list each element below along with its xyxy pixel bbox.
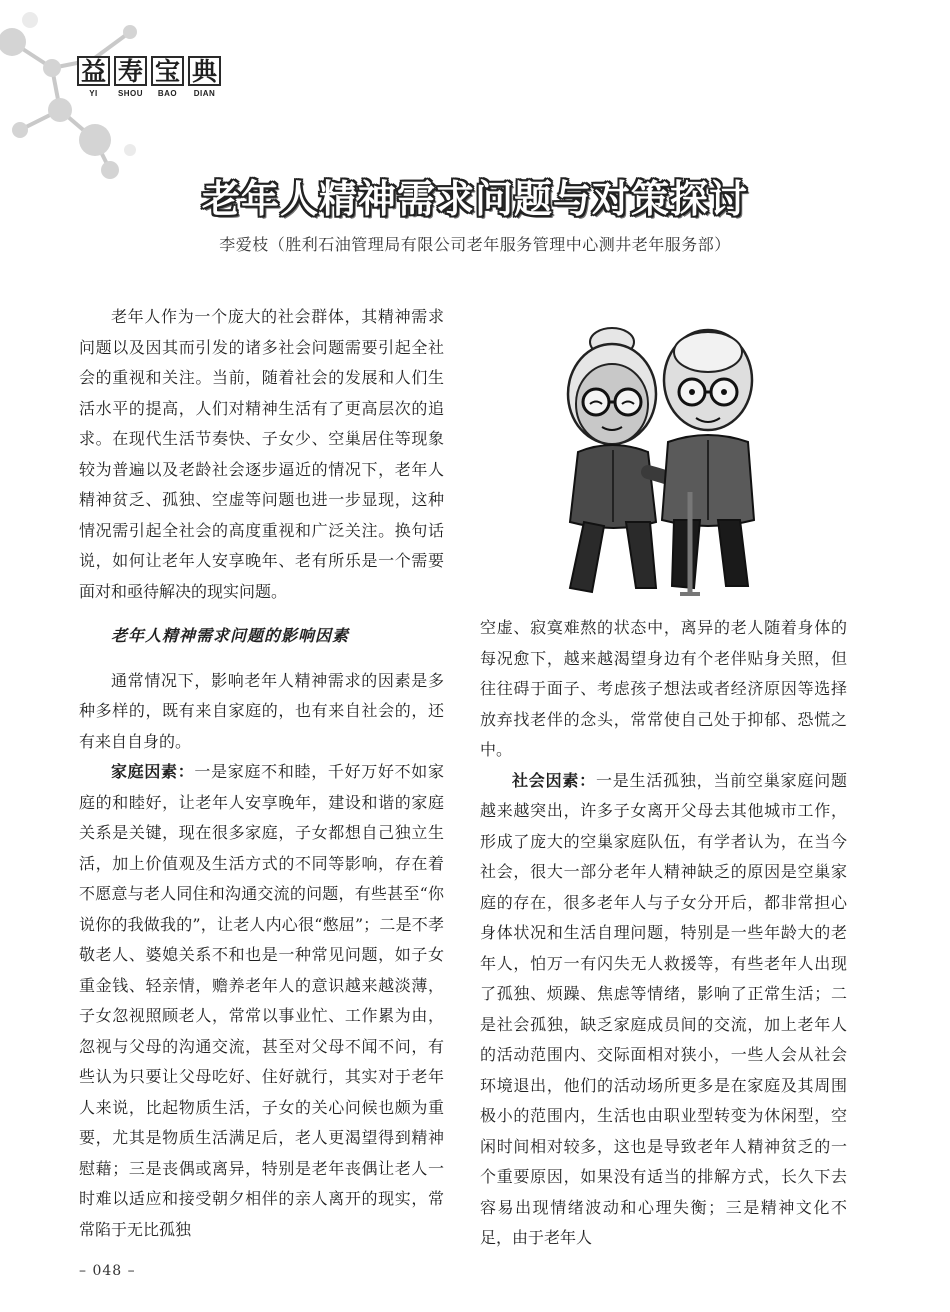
section-heading: 老年人精神需求问题的影响因素: [111, 626, 350, 645]
brand-pinyin-syllable: YI: [89, 89, 98, 98]
continued-paragraph: 空虚、寂寞难熬的状态中，离异的老人随着身体的每况愈下，越来越渴望身边有个老伴贴身关照，但往往碍于面子、考虑孩子想法或者经济原因等选择放弃找老伴的念头，常常使自己处于抑郁、恐慌之中。: [480, 618, 847, 759]
social-factors-paragraph: [480, 766, 847, 1254]
brand-pinyin-syllable: BAO: [157, 89, 178, 98]
social-factors-label: 社会因素：: [512, 770, 596, 790]
brand-char: 典: [188, 56, 221, 86]
family-factors-text: 一是家庭不和睦，千好万好不如家庭的和睦好，让老年人安享晚年，建设和谐的家庭关系是关键，现在很多家庭，子女都想自己独立生活，加上价值观及生活方式的不同等影响，存在着不愿意与老人同住和沟通交流的问题，有些甚至“你说你的我做我的”，让老人内心很“憋屈”；二是不孝敬老人、婆媳关系不和也是一种常见问题，如子女重金钱、轻亲情，赡养老年人的意识越来越淡薄，子女忽视照顾老人，常常以事业忙、工作累为由，忽视与父母的沟通交流，甚至对父母不闻不问，有些认为只要让父母吃好、住好就行，其实对于老年人来说，比起物质生活，子女的关心问候也颇为重要，尤其是物质生活满足后，老人更渴望得到精神慰藉；三是丧偶或离异，特别是老年丧偶让老人一时难以适应和接受朝夕相伴的亲人离开的现实，常常陷于无比孤独: [79, 762, 444, 1239]
page-number: – 048 –: [79, 1263, 136, 1279]
family-factors-paragraph: [79, 757, 444, 1245]
brand-char: 益: [77, 56, 110, 86]
factors-paragraph: 通常情况下，影响老年人精神需求的因素是多种多样的，既有来自家庭的，也有来自社会的，还有来自自身的。: [79, 670, 444, 751]
left-column: [79, 302, 444, 1245]
brand-char: 寿: [114, 56, 147, 86]
brand-char: 宝: [151, 56, 184, 86]
article-title: 老年人精神需求问题与对策探讨: [201, 177, 748, 221]
elderly-couple-illustration: [540, 322, 780, 598]
family-factors-label: 家庭因素：: [111, 762, 195, 781]
column-brand: [77, 56, 247, 98]
brand-pinyin-syllable: SHOU: [117, 89, 144, 98]
article-author: 李爱枝（胜利石油管理局有限公司老年服务管理中心测井老年服务部）: [219, 235, 731, 254]
intro-paragraph: 老年人作为一个庞大的社会群体，其精神需求问题以及因其而引发的诸多社会问题需要引起全社会的重视和关注。当前，随着社会的发展和人们生活水平的提高，人们对精神生活有了更高层次的追求。在现代生活节奏快、子女少、空巢居住等现象较为普遍以及老龄社会逐步逼近的情况下，老年人精神贫乏、孤独、空虚等问题也进一步显现，这种情况需引起全社会的高度重视和广泛关注。换句话说，如何让老年人安享晚年、老有所乐是一个需要面对和亟待解决的现实问题。: [79, 307, 444, 601]
brand-characters: [77, 56, 247, 86]
elderly-man-figure: [662, 330, 754, 594]
brand-pinyin: [77, 89, 221, 98]
social-factors-text: 一是生活孤独，当前空巢家庭问题越来越突出，许多子女离开父母去其他城市工作，形成了庞大的空巢家庭队伍，有学者认为，在当今社会，很大一部分老年人精神缺乏的原因是空巢家庭的存在，很多老年人与子女分开后，都非常担心身体状况和生活自理问题，特别是一些年龄大的老年人，怕万一有闪失无人救援等，有些老年人出现了孤独、烦躁、焦虑等情绪，影响了正常生活；二是社会孤独，缺乏家庭成员间的交流，加上老年人的活动范围内、交际面相对狭小，一些人会从社会环境退出，他们的活动场所更多是在家庭及其周围极小的范围内，生活也由职业型转变为休闲型，空闲时间相对较多，这也是导致老年人精神贫乏的一个重要原因，如果没有适当的排解方式，长久下去容易出现情绪波动和心理失衡；三是精神文化不足，由于老年人: [480, 770, 847, 1247]
brand-pinyin-syllable: DIAN: [193, 89, 216, 98]
right-column: [480, 613, 847, 1254]
